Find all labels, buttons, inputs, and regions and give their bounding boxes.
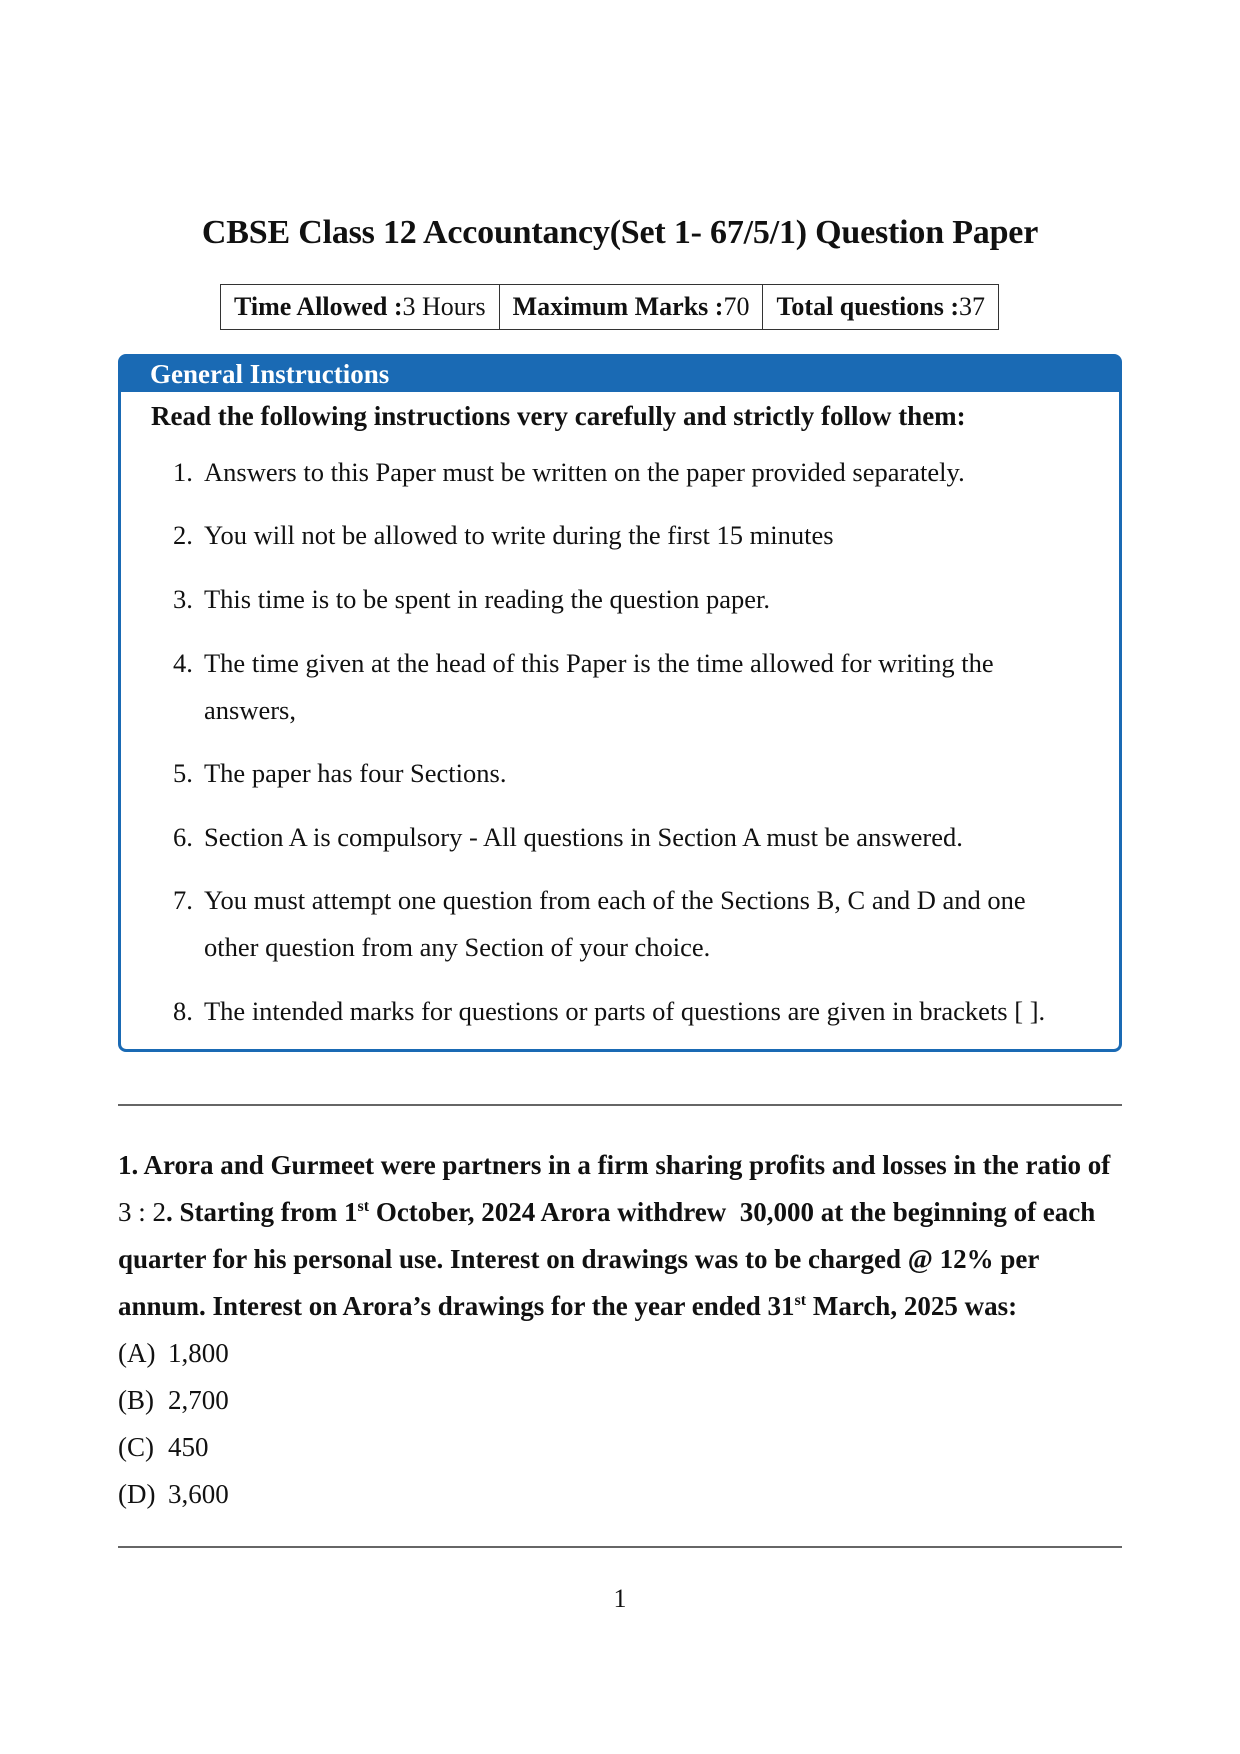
instruction-text: The time given at the head of this Paper is the time allowed for writing the answers, bbox=[204, 648, 994, 725]
option-value: 1,800 bbox=[168, 1338, 229, 1368]
instruction-text: This time is to be spent in reading the question paper. bbox=[204, 584, 770, 614]
option-value: 450 bbox=[168, 1432, 209, 1462]
instruction-number: 3. bbox=[173, 584, 193, 614]
exam-info-table bbox=[220, 284, 999, 330]
instruction-item bbox=[173, 877, 1073, 971]
question-text-part1: Arora and Gurmeet were partners in a firm sharing profits and losses in the ratio of bbox=[138, 1150, 1111, 1180]
instruction-item bbox=[173, 576, 1103, 623]
question-text-part2: . Starting from 1 bbox=[166, 1197, 358, 1227]
question-text-part3: October, 2024 Arora withdrew 30,000 at the beginning of each quarter for his personal use. Interest on drawings was to be charged @ 12% per annum. Interest on Arora’s drawings for the year ended 31 bbox=[118, 1197, 1096, 1321]
page-number: 1 bbox=[613, 1584, 627, 1613]
question-text-part4: March, 2025 was: bbox=[806, 1291, 1018, 1321]
instruction-item bbox=[173, 988, 1133, 1035]
answer-options bbox=[118, 1330, 229, 1518]
instruction-item bbox=[173, 640, 1033, 734]
option-d[interactable] bbox=[118, 1471, 229, 1518]
instruction-text: The paper has four Sections. bbox=[204, 758, 507, 788]
option-label: (D) bbox=[118, 1479, 156, 1509]
instruction-number: 5. bbox=[173, 758, 193, 788]
option-a[interactable] bbox=[118, 1330, 229, 1377]
instruction-number: 1. bbox=[173, 457, 193, 487]
maximum-marks-label: Maximum Marks : bbox=[512, 292, 724, 321]
option-value: 2,700 bbox=[168, 1385, 229, 1415]
instruction-item bbox=[173, 750, 1103, 797]
instructions-lead: Read the following instructions very carefully and strictly follow them: bbox=[151, 401, 966, 431]
instruction-item bbox=[173, 814, 1103, 861]
instruction-item bbox=[173, 449, 1103, 496]
paper-title: CBSE Class 12 Accountancy(Set 1- 67/5/1) Question Paper bbox=[201, 214, 1039, 251]
general-instructions-heading: General Instructions bbox=[120, 356, 1120, 392]
maximum-marks-value: 70 bbox=[723, 292, 750, 321]
time-allowed-label: Time Allowed : bbox=[234, 292, 403, 321]
option-label: (C) bbox=[118, 1432, 154, 1462]
option-value: 3,600 bbox=[168, 1479, 229, 1509]
superscript: st bbox=[357, 1198, 370, 1215]
instruction-text: Answers to this Paper must be written on the paper provided separately. bbox=[204, 457, 965, 487]
instruction-number: 6. bbox=[173, 822, 193, 852]
instruction-number: 7. bbox=[173, 885, 193, 915]
instruction-text: You must attempt one question from each of the Sections B, C and D and one other question from any Section of your choice. bbox=[204, 885, 1026, 962]
option-label: (B) bbox=[118, 1385, 154, 1415]
instruction-text: You will not be allowed to write during the first 15 minutes bbox=[204, 520, 834, 550]
instruction-number: 4. bbox=[173, 648, 193, 678]
option-label: (A) bbox=[118, 1338, 156, 1368]
maximum-marks-cell bbox=[500, 285, 764, 329]
question-number: 1. bbox=[118, 1150, 139, 1180]
instruction-number: 2. bbox=[173, 520, 193, 550]
instruction-item bbox=[173, 512, 1103, 559]
instruction-text: Section A is compulsory - All questions in Section A must be answered. bbox=[204, 822, 963, 852]
total-questions-label: Total questions : bbox=[776, 292, 959, 321]
total-questions-cell bbox=[763, 285, 998, 329]
option-b[interactable] bbox=[118, 1377, 229, 1424]
total-questions-value: 37 bbox=[959, 292, 985, 321]
section-divider bbox=[118, 1104, 1122, 1106]
general-instructions-box bbox=[118, 354, 1122, 1052]
superscript: st bbox=[794, 1292, 807, 1309]
instruction-number: 8. bbox=[173, 996, 193, 1026]
question-1 bbox=[118, 1142, 1122, 1330]
instruction-text: The intended marks for questions or parts of questions are given in brackets [ ]. bbox=[204, 996, 1046, 1026]
footer-divider bbox=[118, 1546, 1122, 1548]
time-allowed-cell bbox=[221, 285, 500, 329]
time-allowed-value: 3 Hours bbox=[402, 292, 486, 321]
option-c[interactable] bbox=[118, 1424, 229, 1471]
question-ratio: 3 : 2 bbox=[118, 1197, 167, 1227]
